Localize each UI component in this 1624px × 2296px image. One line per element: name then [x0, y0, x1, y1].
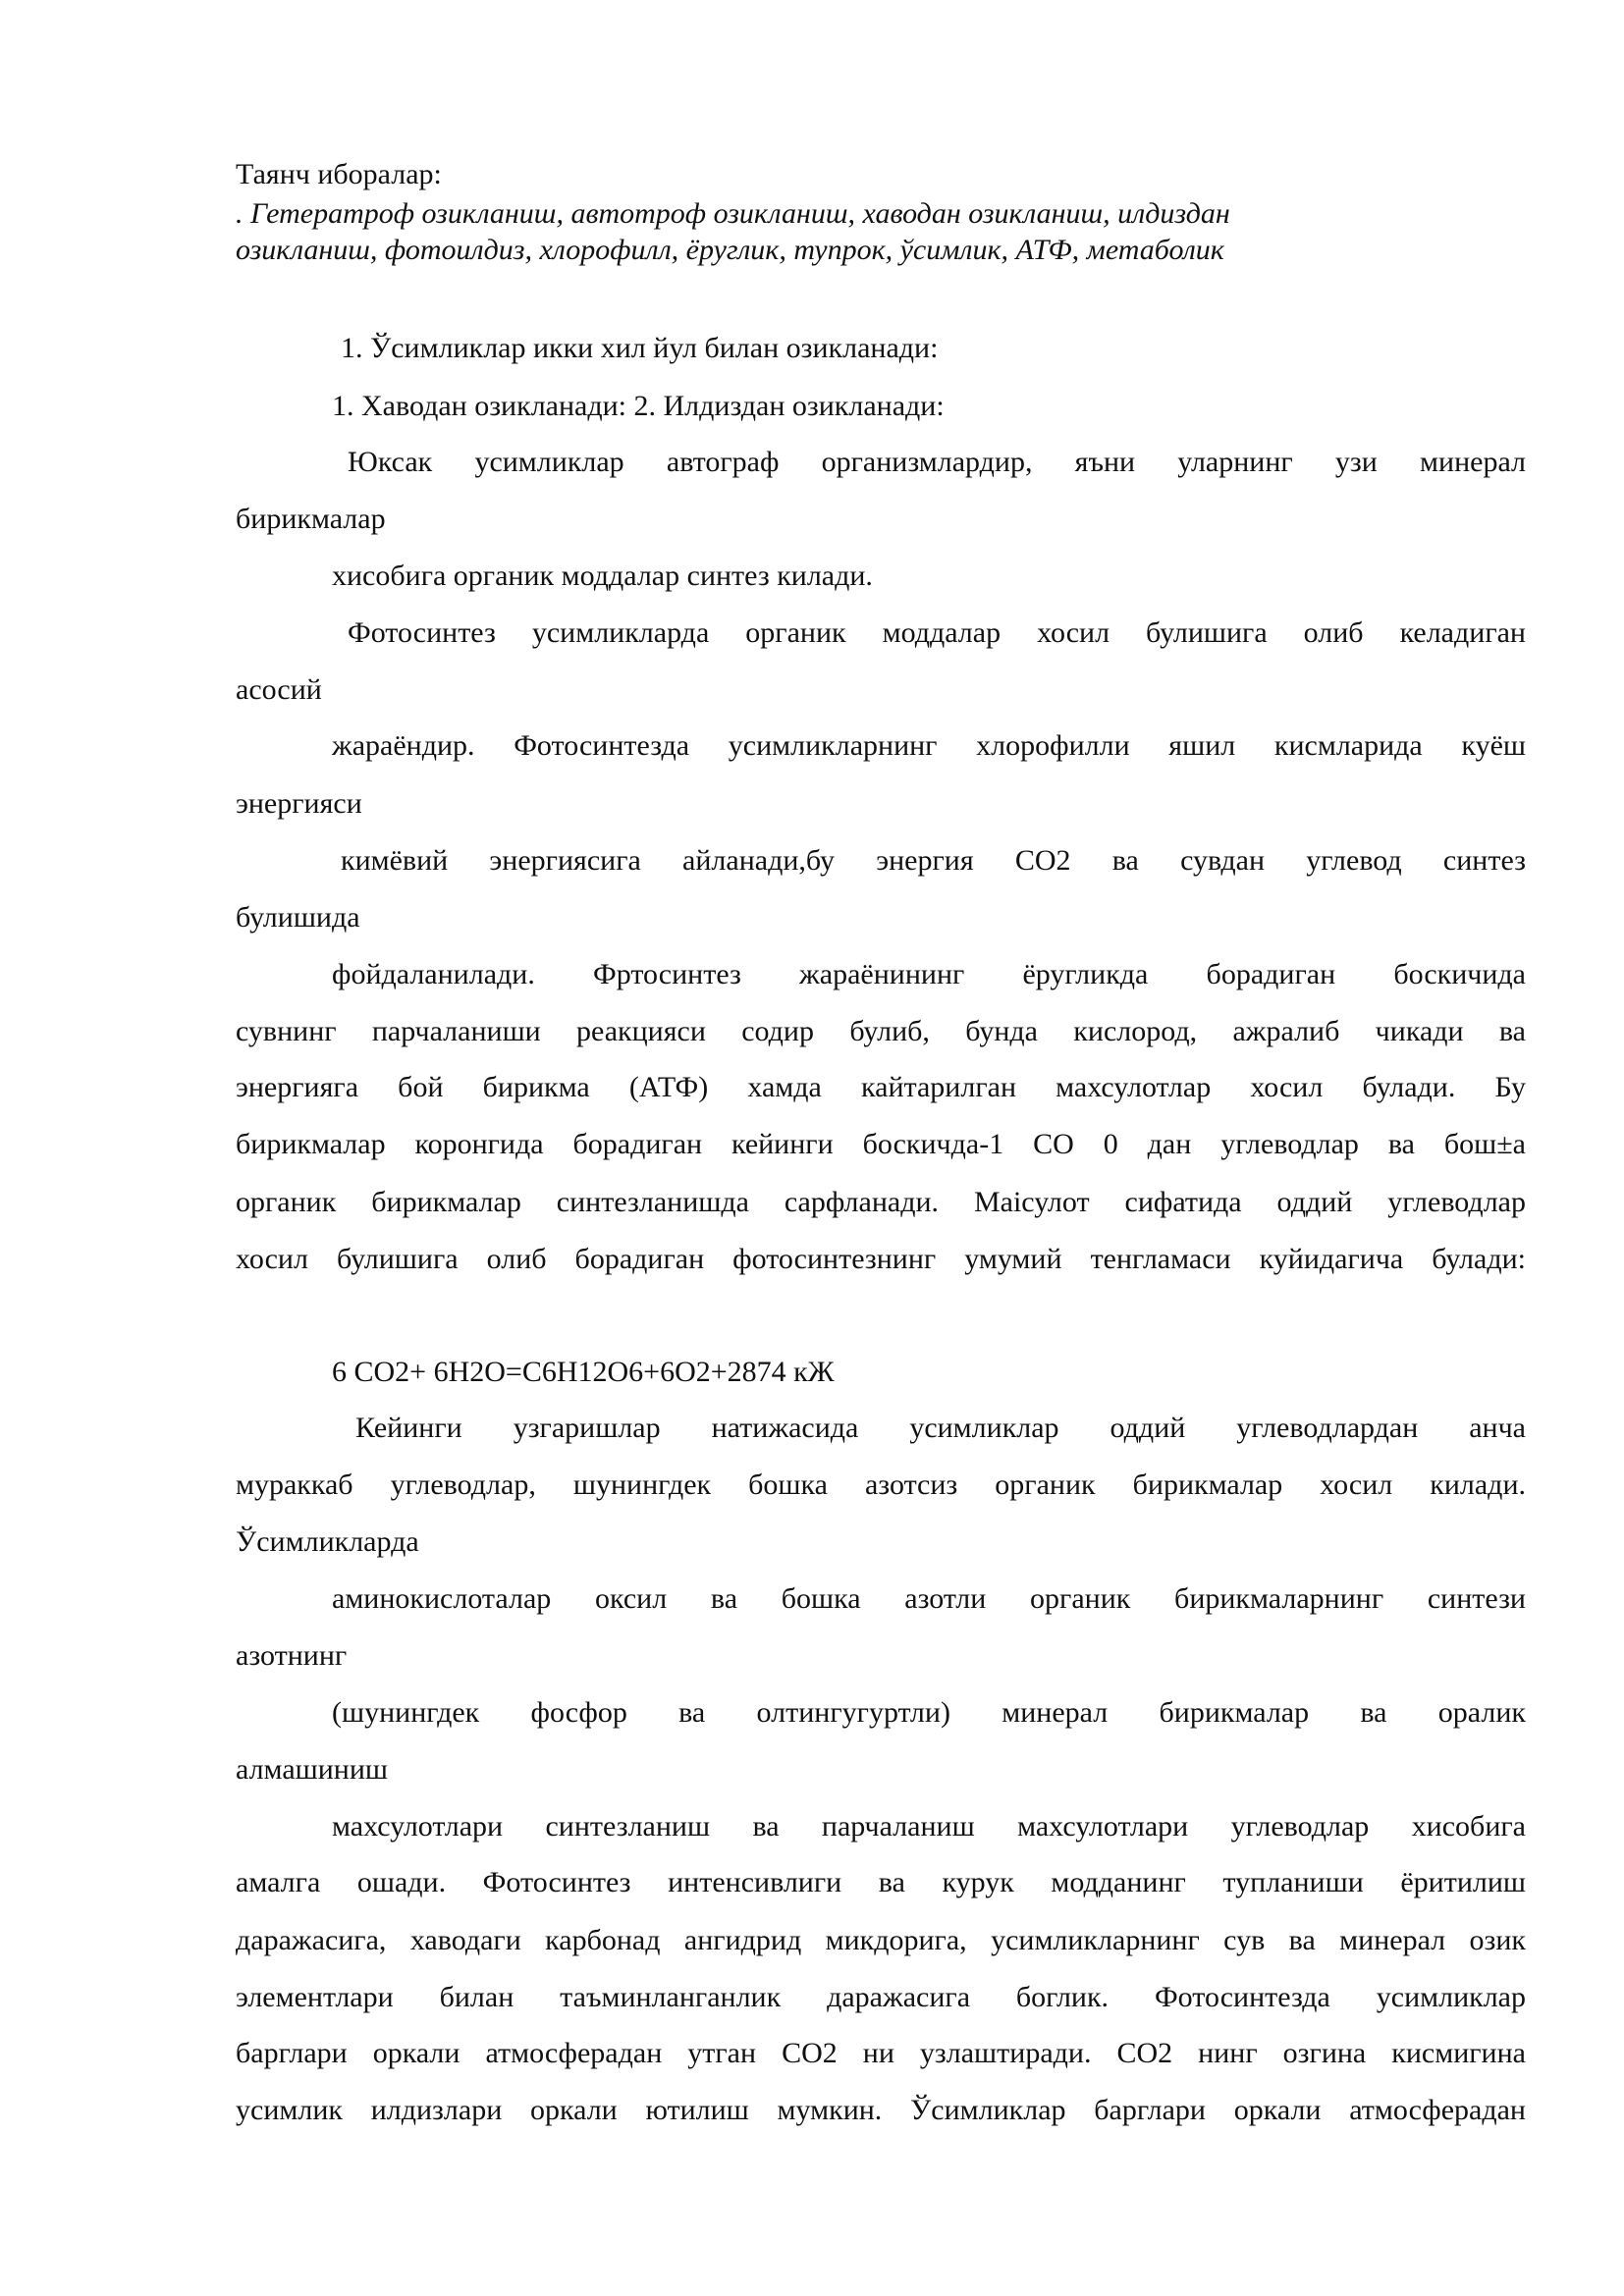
paragraph-line: булишида	[236, 901, 360, 934]
paragraph-line: энергияси	[236, 787, 362, 820]
equation: 6 СО2+ 6Н2О=С6Н12О6+6О2+2874 кЖ	[332, 1356, 835, 1388]
paragraph-line: Кейинги узгаришлар натижасида усимликлар оддий углеводлардан анча	[355, 1412, 1526, 1444]
paragraph-line: асосий	[236, 673, 322, 706]
paragraph-line: хисобига органик моддалар синтез килади.	[332, 560, 873, 592]
list-item: 1. Хаводан озикланади: 2. Илдиздан озикланади:	[332, 390, 945, 422]
paragraph-line: даражасига, хаводаги карбонад ангидрид микдорига, усимликларнинг сув ва минерал озик	[236, 1924, 1526, 1956]
paragraph-line: мураккаб углеводлар, шунингдек бошка азотсиз органик бирикмалар хосил килади.	[236, 1468, 1526, 1501]
paragraph-line: азотнинг	[236, 1639, 348, 1672]
paragraph-line: барглари оркали атмосферадан утган СО2 ни узлаштиради. СО2 нинг озгина кисмигина	[236, 2037, 1526, 2069]
paragraph-line: элементлари билан таъминланганлик даражасига боглик. Фотосинтезда усимликлар	[236, 1981, 1526, 2013]
paragraph-line: энергияга бой бирикма (АТФ) хамда кайтарилган махсулотлар хосил булади. Бу	[236, 1071, 1526, 1103]
paragraph-line: кимёвий энергиясига айланади,бу энергия СО2 ва сувдан углевод синтез	[341, 844, 1526, 877]
paragraph-line: Юксак усимликлар автограф организмлардир, яъни уларнинг узи минерал	[348, 446, 1526, 478]
keywords-heading: Таянч иборалар:	[236, 158, 442, 190]
keywords-line: . Гетератроф озикланиш, автотроф озикланиш, хаводан озикланиш, илдиздан	[236, 197, 1230, 230]
paragraph-line: усимлик илдизлари оркали ютилиш мумкин. Ўсимликлар барглари оркали атмосферадан	[236, 2094, 1526, 2126]
paragraph-line: Фотосинтез усимликларда органик моддалар хосил булишига олиб келадиган	[348, 616, 1526, 649]
paragraph-line: жараёндир. Фотосинтезда усимликларнинг хлорофилли яшил кисмларида куёш	[332, 729, 1526, 762]
paragraph-line: фойдаланилади. Фртосинтез жараёнининг ёругликда борадиган боскичида	[332, 958, 1526, 990]
paragraph-line: амалга ошади. Фотосинтез интенсивлиги ва курук модданинг тупланиши ёритилиш	[236, 1866, 1526, 1898]
paragraph-line: махсулотлари синтезланиш ва парчаланиш махсулотлари углеводлар хисобига	[332, 1810, 1526, 1842]
paragraph-line: бирикмалар коронгида борадиган кейинги боскичда-1 СО 0 дан углеводлар ва бош±а	[236, 1128, 1526, 1160]
paragraph-line: бирикмалар	[236, 503, 386, 535]
paragraph-line: (шунингдек фосфор ва олтингугуртли) минерал бирикмалар ва оралик	[332, 1696, 1526, 1729]
paragraph-line: алмашиниш	[236, 1753, 389, 1786]
paragraph-line: хосил булишига олиб борадиган фотосинтезнинг умумий тенгламаси куйидагича булади:	[236, 1243, 1526, 1275]
paragraph-line: органик бирикмалар синтезланишда сарфланади. Маiсулот сифатида оддий углеводлар	[236, 1186, 1526, 1218]
paragraph-line: аминокислоталар оксил ва бошка азотли органик бирикмаларнинг синтези	[332, 1582, 1526, 1615]
paragraph-line: сувнинг парчаланиши реакцияси содир булиб, бунда кислород, ажралиб чикади ва	[236, 1015, 1526, 1047]
keywords-line: озикланиш, фотоилдиз, хлорофилл, ёруглик, тупрок, ўсимлик, АТФ, метаболик	[236, 234, 1224, 266]
paragraph-line: Ўсимликларда	[236, 1525, 419, 1558]
list-item: 1. Ўсимликлар икки хил йул билан озикланади:	[341, 332, 939, 364]
